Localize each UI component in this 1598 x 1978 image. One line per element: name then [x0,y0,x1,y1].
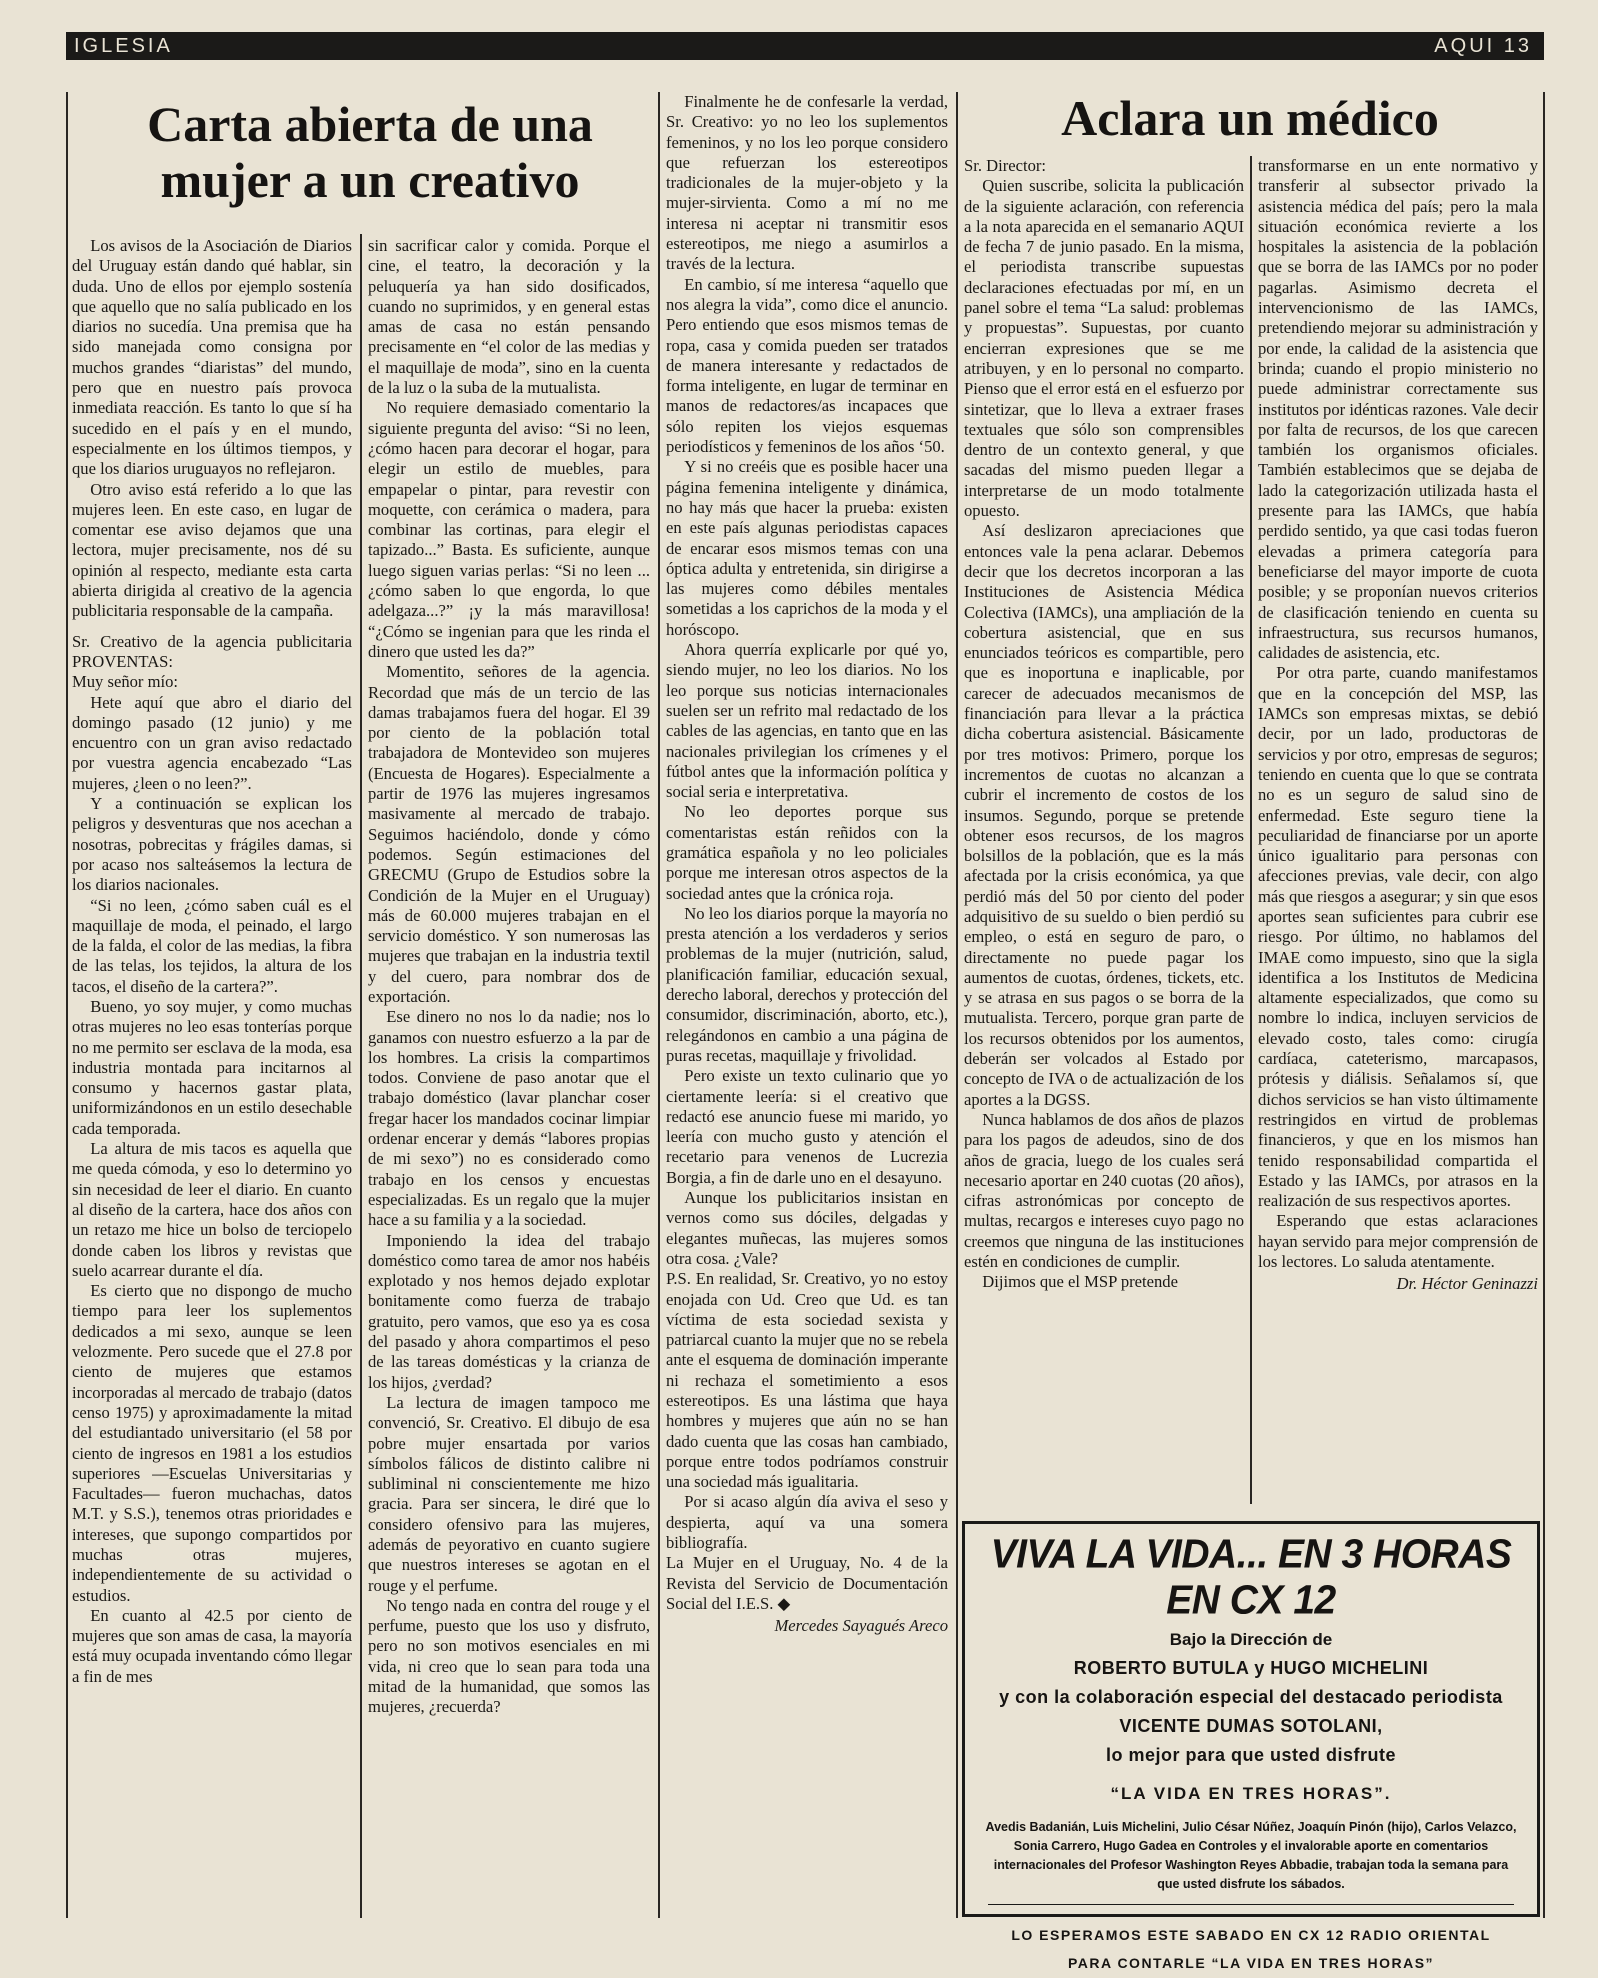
column-rule [66,92,68,1918]
ad-divider [988,1904,1514,1905]
ad-line: Bajo la Dirección de [1169,1630,1333,1649]
ad-program-name: “LA VIDA EN TRES HORAS”. [1110,1784,1392,1803]
paragraph: Pero existe un texto culinario que yo ciertamente leería: si el creativo que redactó ese anuncio fuese mi marido, yo leería con mucho gusto y atención el recetario para venenos de Lucrezia Borgia, a fin de darle uno en el desayuno. [666,1066,948,1187]
paragraph: Y a continuación se explican los peligros y desventuras que nos acechan a nosotras, pobrecitas y frágiles damas, si por acaso nos salteásemos la lectura de los diarios nacionales. [72,794,352,895]
salutation: Muy señor mío: [72,672,179,692]
paragraph: Y si no creéis que es posible hacer una página femenina inteligente y dinámica, no hay más que hacer la prueba: existen en este país algunas periodistas capaces de encarar esos mismos temas con una óptica adulta y entretenida, sin dirigirse a las mujeres como débiles mentales sometidas a los caprichos de la moda y el horóscopo. [666,457,948,639]
paragraph: Finalmente he de confesarle la verdad, Sr. Creativo: yo no leo los suplementos femeninos, y no los leo porque considero que refuerzan los estereotipos tradicionales de la mujer-objeto y la mujer-sirvienta. Como a mí no me interesa ni aceptar ni transmitir esos estereotipos, me niego a asumirlos a través de la lectura. [666,92,948,274]
paragraph: La lectura de imagen tampoco me convenció, Sr. Creativo. El dibujo de esa pobre mujer ensartada por varios símbolos fálicos de distinto calibre ni subliminal ni conscientemente me hizo gracia. Para ser sincera, le diré que lo considero ofensivo para las mujeres, además de peyorativo en cuanto sugiere que nuestros intereses se agotan en el rouge y el perfume. [368,1392,650,1595]
article-column-1 [72,236,352,1912]
paragraph: En cuanto al 42.5 por ciento de mujeres que son amas de casa, la mayoría está muy ocupada inventando cómo llegar a fin de mes [72,1605,352,1686]
paragraph: Ahora querría explicarle por qué yo, siendo mujer, no leo los diarios. No los leo porque sus noticias internacionales suelen ser un refrito mal redactado de los cables de las agencias, en tanto que en las nacionales privilegian los crímenes y el fútbol antes que la información política y social seria e interpretativa. [666,640,948,802]
ad-line: lo mejor para que usted disfrute [1105,1745,1397,1765]
article-headline: Aclara un médico [1061,90,1439,146]
paragraph: “Si no leen, ¿cómo saben cuál es el maquillaje de moda, el peinado, el largo de la falda, el color de las medias, la fibra de las telas, los tejidos, la altura de los tacos, el diseño de la cartera?”. [72,895,352,996]
column-rule [956,92,958,1918]
article-column-4 [964,156,1244,1506]
paragraph: Bueno, yo soy mujer, y como muchas otras mujeres no leo esas tonterías porque no me permito ser esclava de la moda, esa industria montada para incitarnos al consumo y hacernos gastar plata, uniformizándonos en un estilo desechable cada temporada. [72,996,352,1138]
paragraph: No leo los diarios porque la mayoría no presta atención a los verdaderos y serios problemas de la mujer (nutrición, salud, planificación familiar, educación sexual, derecho laboral, derechos y protección del consumidor, discriminación, aborto, etc.), relegándonos en cambio a una página de puras recetas, maquillaje y frivolidad. [666,903,948,1065]
paragraph: Hete aquí que abro el diario del domingo pasado (12 junio) y me encuentro con un gran aviso redactado por vuestra agencia encabezado “Las mujeres, ¿leen o no leen?”. [72,692,352,793]
ad-cast-list: Avedis Badanián, Luis Michelini, Julio César Núñez, Joaquín Pinón (hijo), Carlos Velazco, Sonia Carrero, Hugo Gadea en Controles y el invalorable aporte en comentarios internacionales del Profesor Washington Reyes Abbadie, trabajan toda la semana para que usted disfrute los sábados. [985,1820,1517,1891]
author-signature: Mercedes Sayagués Areco [774,1616,948,1636]
paragraph: Momentito, señores de la agencia. Recordad que más de un tercio de las damas trabajamos fuera del hogar. El 39 por ciento de la población total trabajadora de Montevideo son mujeres (Encuesta de Hogares). Especialmente a partir de 1976 las mujeres ingresamos masivamente al mercado de trabajo. Seguimos haciéndolo, donde y cómo podemos. Según estimaciones del GRECMU (Grupo de Estudios sobre la Condición de la Mujer en el Uruguay) más de 60.000 mujeres trabajan en el servicio doméstico. Y son numerosas las mujeres que trabajan en la industria textil y del cuero, para nombrar dos de exportación. [368,662,650,1006]
paragraph: No requiere demasiado comentario la siguiente pregunta del aviso: “Si no leen, ¿cómo hacen para decorar el hogar, para elegir un estilo de muebles, para empapelar o pintar, para revestir con moquette, con cerámica o madera, para combinar las cortinas, para elegir el tapizado...” Basta. Es suficiente, aunque luego siguen varias perlas: “Si no leen ...¿cómo saben lo que engorda, lo que adelgaza...?” ¡y la más maravillosa! “¿Cómo se ingenian para que les rinda el dinero que usted les da?” [368,398,650,661]
paragraph: Por si acaso algún día aviva el seso y despierta, aquí va una somera bibliografía. [666,1492,948,1553]
article-headline: Carta abierta de una mujer a un creativo [147,96,593,208]
paragraph: La altura de mis tacos es aquella que me queda cómoda, y eso lo determino yo sin necesidad de leer el diario. En cuanto al diseño de la cartera, hace dos años con un retazo me hice un bolso de terciopelo donde caben los libros y revistas que suelo acarrear durante el día. [72,1139,352,1280]
article-column-3 [666,92,948,1912]
article-column-5 [1258,156,1538,1506]
column-rule [1543,92,1545,1918]
ad-directors: ROBERTO BUTULA y HUGO MICHELINI [1073,1658,1429,1678]
column-rule [658,92,660,1918]
ad-footer-line: LO ESPERAMOS ESTE SABADO EN CX 12 RADIO ORIENTAL [1011,1927,1491,1943]
paragraph: Es cierto que no dispongo de mucho tiempo para leer los suplementos dedicados a mi sexo, aunque se leen velozmente. Pero sucede que el 27.8 por ciento de mujeres que estamos incorporadas al mercado de trabajo (datos censo 1975) y aproximadamente la mitad del estudiantado universitario (el 58 por ciento de ingresos en 1981 a los estudios superiores —Escuelas Universitarias y Facultades— fueron muchachas, datos M.T. y S.S.), tenemos otras prioridades e intereses, que supongo compartidos por muchas otras mujeres, independientemente de su actividad o estudios. [72,1281,352,1605]
paragraph: Imponiendo la idea del trabajo doméstico como tarea de amor nos habéis explotado y nos hemos dejado explotar bonitamente como fuerza de trabajo gratuito, pero vamos, que eso ya es cosa del pasado y ahora compartimos el peso de las tareas domésticas y la crianza de los hijos, ¿verdad? [368,1230,650,1392]
ad-line: y con la colaboración especial del destacado periodista [999,1687,1503,1707]
column-rule [360,234,362,1918]
ad-title: VIVA LA VIDA... EN 3 HORAS EN CX 12 [990,1531,1512,1624]
paragraph: Otro aviso está referido a lo que las mujeres leen. En este caso, en lugar de comentar ese aviso dejamos que una lectora, mujer precisamente, nos dé su opinión al respecto, mediante esta carta abierta dirigida al creativo de la agencia publicitaria responsable de la campaña. [72,479,352,621]
article-column-2 [368,236,650,1912]
section-label: IGLESIA [74,35,173,57]
ad-footer-line: PARA CONTARLE “LA VIDA EN TRES HORAS” [1067,1955,1435,1971]
bibliography: La Mujer en el Uruguay, No. 4 de la Revista del Servicio de Documentación Social del I.E.S. ◆ [666,1553,948,1613]
page-number: AQUI 13 [1434,35,1532,57]
paragraph: No leo deportes porque sus comentaristas están reñidos con la gramática española y no leo policiales porque me interesan otros aspectos de la sociedad antes que la crónica roja. [666,802,948,903]
salutation: Sr. Director: [964,156,1047,175]
paragraph: Dijimos que el MSP pretende [982,1272,1178,1292]
paragraph: Esperando que estas aclaraciones hayan servido para mejor comprensión de los lectores. Lo saluda atentamente. [1258,1211,1538,1272]
paragraph: Por otra parte, cuando manifestamos que en la concepción del MSP, las IAMCs son empresas mixtas, se debió decir, por un lado, productoras de servicios y por otro, empresas de seguros; teniendo en cuenta que lo que se contrata no es un seguro de salud sino de enfermedad. Este seguro tiene la peculiaridad de financiarse por un aporte único igualitario para personas con afecciones previas, vale decir, con algo más que riesgos a asegurar; y sin que esos aportes sean suficientes para cubrir ese riesgo. Por último, no hablamos del IMAE como impuesto, sino que la sigla identifica a los Institutos de Medicina altamente especializados, que como su nombre lo indica, incluyen servicios de elevado costo, tales como: cirugía cardíaca, cateterismo, marcapasos, prótesis y diálisis. Señalamos sí, que dichos servicios se han visto últimamente restringidos en virtud de problemas financieros, y que en los mismos han tenido responsabilidad compartida el Estado y las IAMCs, por atrasos en la realización de sus respectivos aportes. [1258,663,1538,1211]
paragraph: transformarse en un ente normativo y transferir al subsector privado la asistencia médica del país; pero la mala situación económica revierte a los hospitales la asistencia de la población que se borra de las IAMCs por no poder pagarlas. Asimismo decreta el intervencionismo de las IAMCs, pretendiendo mejorar su administración y por ende, la calidad de la asistencia que brinda; cuando el propio ministerio no puede administrar correctamente sus institutos por idénticas razones. Vale decir por falta de recursos, de los que carecen también los organismos oficiales. También establecimos que se dejaba de lado la categorización utilizada hasta el presente para las IAMCs, que había perdido sentido, ya que casi todas fueron elevadas a primera categoría para beneficiarse del mayor importe de cuota posible; y se proponían nuevos criterios de clasificación teniendo en cuenta su infraestructura, sus recursos humanos, calidades de asistencia, etc. [1258,156,1538,663]
ad-guest: VICENTE DUMAS SOTOLANI, [1119,1716,1383,1736]
paragraph: Nunca hablamos de dos años de plazos para los pagos de adeudos, sino de dos años de gracia, luego de los cuales será necesario aportar en 240 cuotas (20 años), cifras astronómicas por concepto de multas, recargos e intereses cuyo pago no creemos que ninguna de las instituciones estén en condiciones de cumplir. [964,1109,1244,1272]
author-signature: Dr. Héctor Geninazzi [1396,1274,1538,1294]
radio-advertisement [962,1521,1540,1971]
page-header-bar [66,32,1544,60]
paragraph: Así deslizaron apreciaciones que entonces vale la pena aclarar. Debemos decir que los decretos incorporan a las Instituciones de Asistencia Médica Colectiva (IAMCs), una ampliación de la cobertura asistencial, que en sus enunciados teóricos es compartible, pero que es inoportuna e inaplicable, por carecer de adecuados mecanismos de financiación para llevar a la práctica dicha cobertura asistencial. Básicamente por tres motivos: Primero, porque los incrementos de cuotas no alcanzan a cubrir el incremento de costos de los insumos. Segundo, porque se pretende obtener esos recursos, de los magros bolsillos de la población, que es la más afectada por la crisis económica, ya que perdió más del 50 por ciento del poder adquisitivo de su sueldo o bien perdió su empleo, o está en seguro de paro, o directamente no puede pagar los aumentos de cuotas, órdenes, tickets, etc. y se atrasa en sus pagos o se borra de la mutualista. Tercero, porque gran parte de los recursos obtenidos por los aumentos, deberán ser volcados al Estado por concepto de IVA o de actualización de los aportes a la DGSS. [964,521,1244,1109]
paragraph: Aunque los publicitarios insistan en vernos como sus dóciles, delgadas y elegantes muñecas, las mujeres somos otra cosa. ¿Vale? [666,1188,948,1268]
paragraph: P.S. En realidad, Sr. Creativo, yo no estoy enojada con Ud. Creo que Ud. es tan víctima de esta sociedad sexista y patriarcal cuanto la mujer que no se rebela ante el esquema de dominación imperante ni rechaza el sometimiento a esos estereotipos. Es una lástima que haya hombres y mujeres que aún no se han dado cuenta que las cosas han cambiado, porque entre todos podríamos construir una sociedad más igualitaria. [666,1269,948,1492]
salutation: Sr. Creativo de la agencia publicitaria PROVENTAS: [72,631,352,671]
paragraph: No tengo nada en contra del rouge y el perfume, puesto que los uso y disfruto, pero no son motivos esenciales en mi vida, ni creo que lo sean para toda una mitad de la humanidad, que somos las mujeres, ¿recuerda? [368,1595,650,1717]
column-rule [1250,156,1252,1504]
paragraph: En cambio, sí me interesa “aquello que nos alegra la vida”, como dice el anuncio. Pero entiendo que esos mismos temas de ropa, casa y comida pueden ser tratados de manera interesante y redactados de forma inteligente, en lugar de terminar en manos de redactores/as incapaces que sólo repiten los viejos esquemas periodísticos y femeninos de los años ‘50. [666,274,948,457]
paragraph: Quien suscribe, solicita la publicación de la siguiente aclaración, con referencia a la nota aparecida en el semanario AQUI de fecha 7 de junio pasado. En la misma, el periodista transcribe supuestas declaraciones efectuadas por mí, en un panel sobre el tema “La salud: problemas y propuestas”. Supuestas, por cuanto encierran expresiones que se me atribuyen, y en lo personal no comparto. Pienso que el error está en el esfuerzo por sintetizar, que lo lleva a extraer frases textuales que sólo son comprensibles dentro de un contexto general, y que sacadas del mismo pueden llegar a interpretarse de un modo totalmente opuesto. [964,176,1244,521]
paragraph: Los avisos de la Asociación de Diarios del Uruguay están dando qué hablar, sin duda. Uno de ellos por ejemplo sostenía que aquello que no salía publicado en los diarios no sucedía. Una premisa que ha sido manejada como consigna por muchos grandes “diaristas” del mundo, pero que en nuestro país provoca inmediata reacción. Es tanto lo que sí ha sucedido en el país y en el mundo, especialmente en los últimos tiempos, y que los diarios uruguayos no reflejaron. [72,236,352,479]
paragraph: Ese dinero no nos lo da nadie; nos lo ganamos con nuestro esfuerzo a la par de los hombres. La crisis la compartimos todos. Conviene de paso anotar que el trabajo doméstico (lavar planchar coser fregar hacer los mandados cocinar limpiar ordenar encerar y demás “labores propias de mi sexo”) no es considerado como trabajo en los censos y encuestas especializadas. Es un regalo que la mujer hace a su familia y a la sociedad. [368,1007,650,1230]
paragraph: sin sacrificar calor y comida. Porque el cine, el teatro, la decoración y la peluquería ya han sido dosificados, cuando no suprimidos, y en general estas amas de casa no están pensando precisamente en “el color de las medias y el maquillaje de moda”, sino en la cuenta de la luz o la suba de la mutualista. [368,236,650,398]
